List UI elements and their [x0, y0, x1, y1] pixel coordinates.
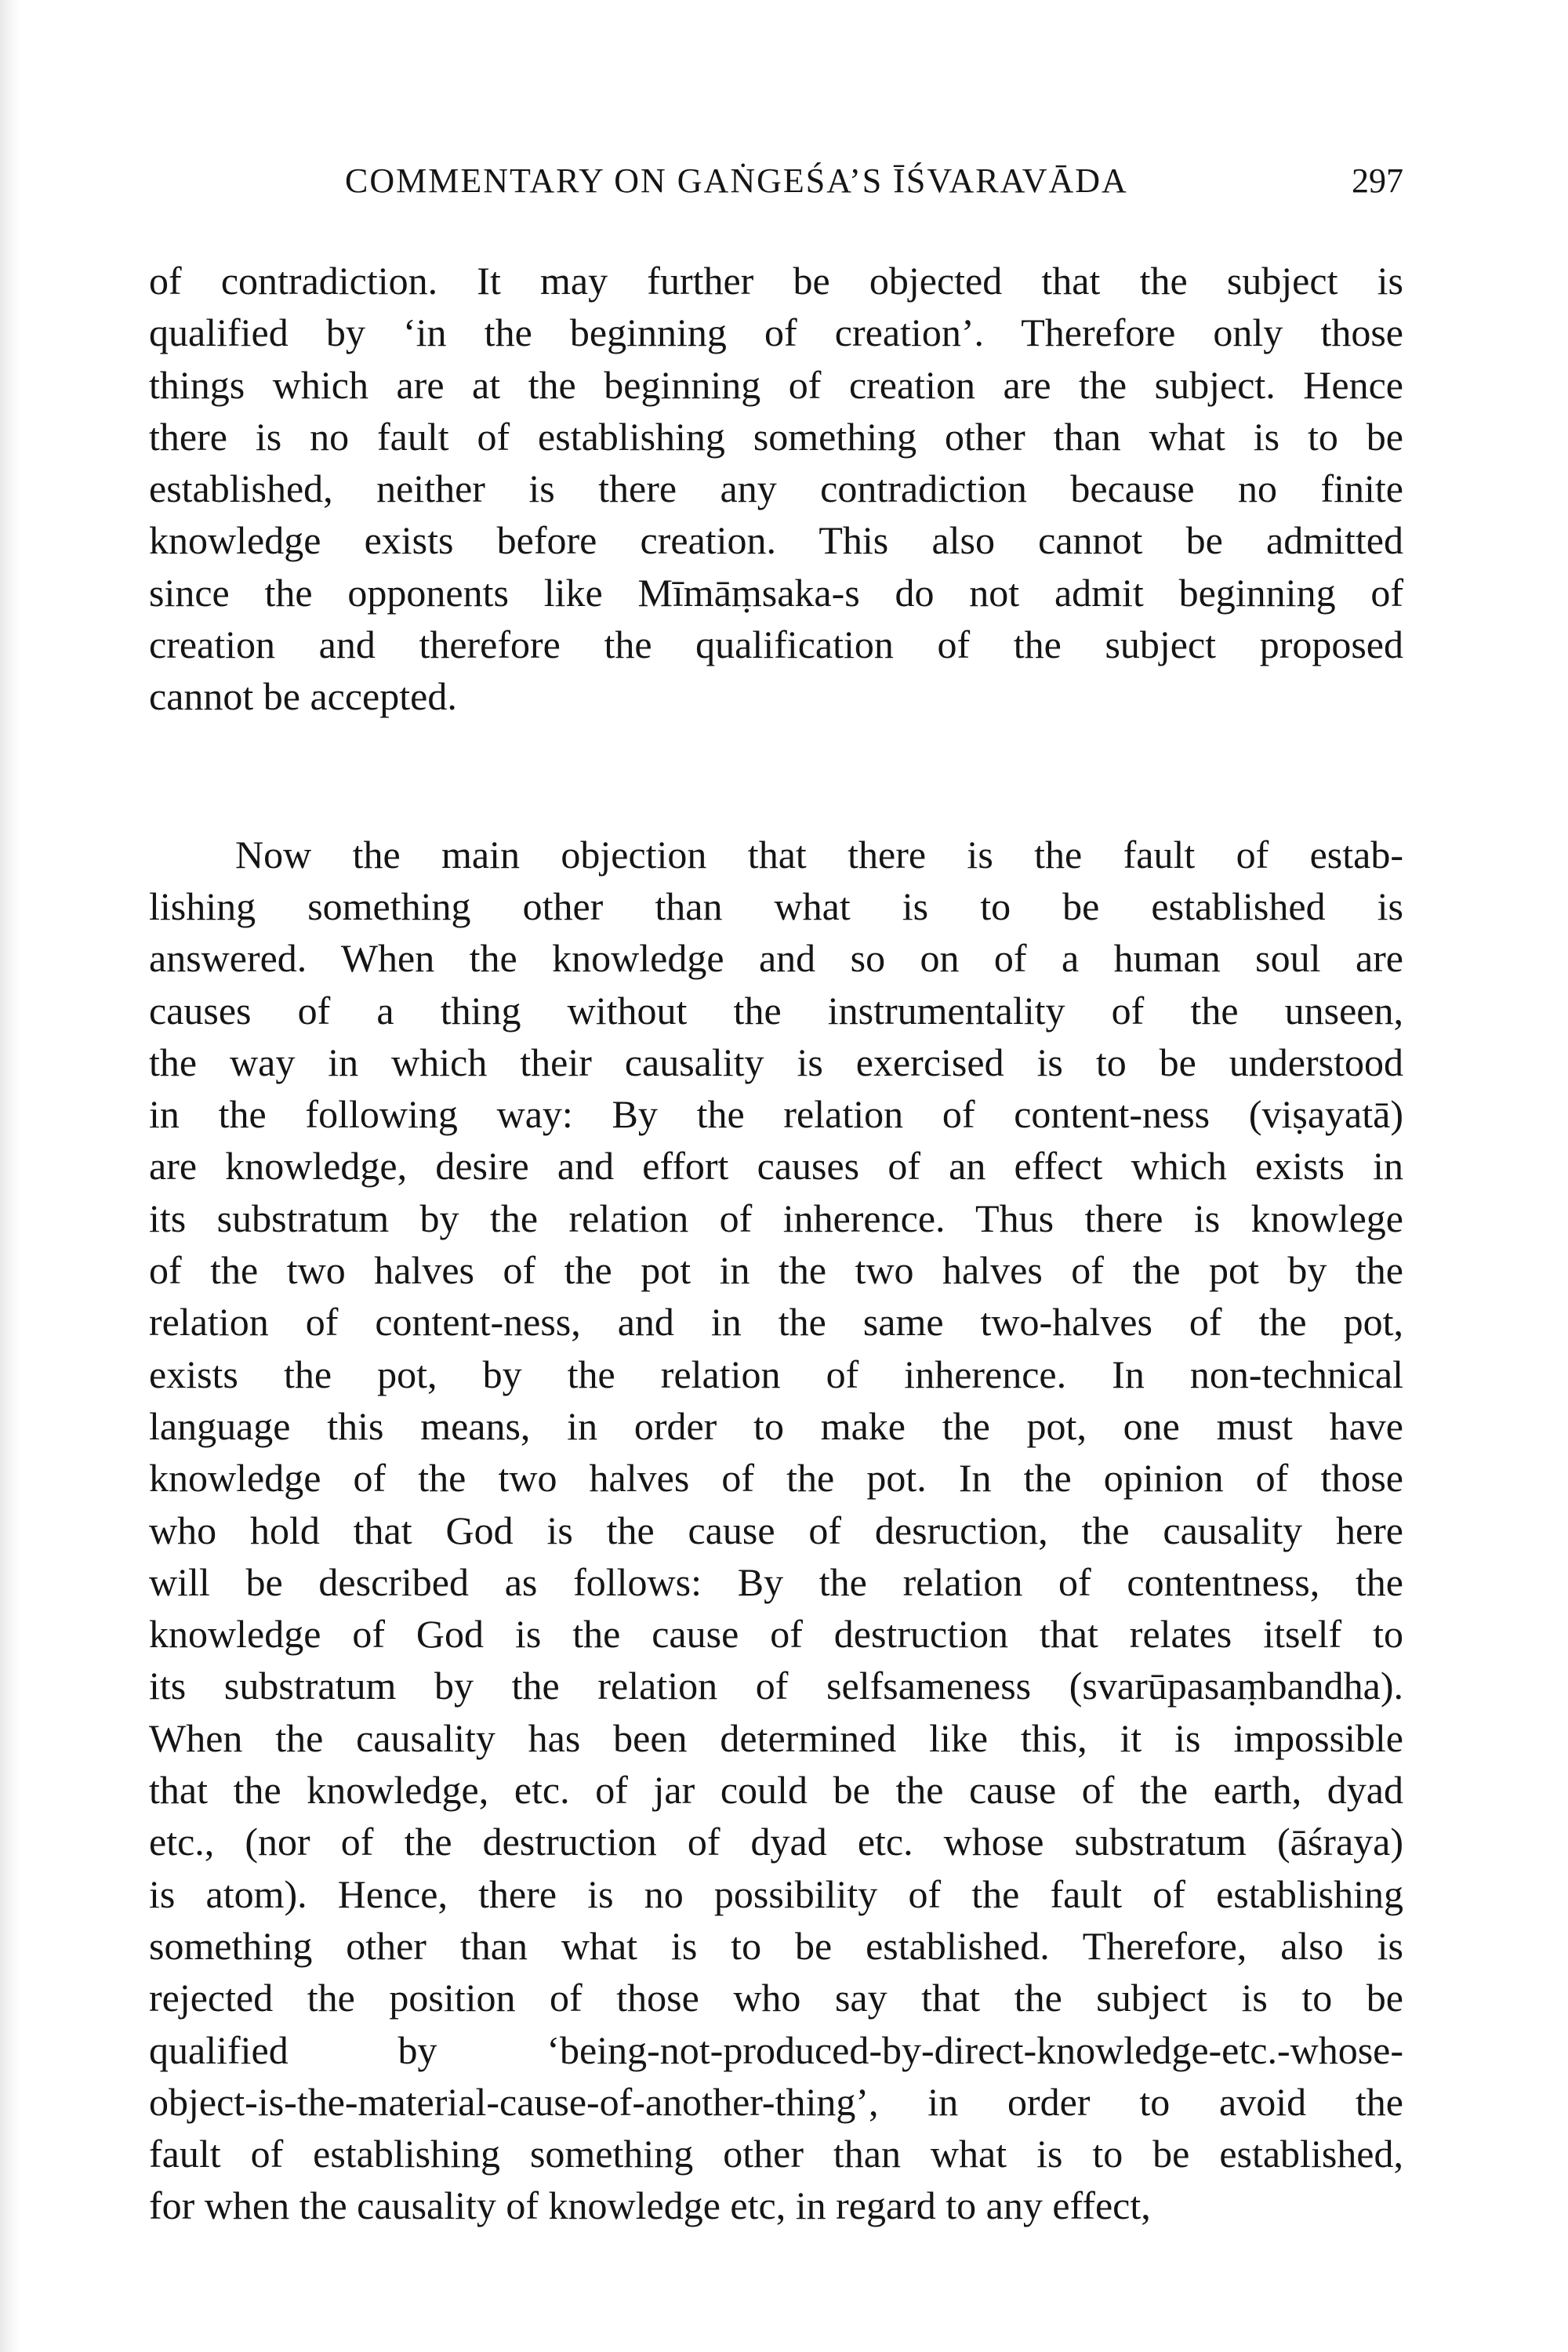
- text-line: since the opponents like Mīmāṃsaka-s do not admit beginning of: [149, 570, 1403, 615]
- running-title: COMMENTARY ON GAṄGEŚA’S ĪŚVARAVĀDA: [345, 162, 1128, 200]
- text-line: knowledge exists before creation. This also cannot be admitted: [149, 518, 1403, 563]
- text-line: rejected the position of those who say that the subject is to be: [149, 1976, 1403, 2020]
- text-line: When the causality has been determined like this, it is impossible: [149, 1715, 1403, 1760]
- text-line: of contradiction. It may further be objected that the subject is: [149, 259, 1403, 303]
- text-line: qualified by ‘in the beginning of creation’. Therefore only those: [149, 310, 1403, 355]
- text-line: something other than what is to be established. Therefore, also is: [149, 1923, 1403, 1968]
- text-line: is atom). Hence, there is no possibility of the fault of establishing: [149, 1871, 1403, 1916]
- text-line: knowledge of the two halves of the pot. In the opinion of those: [149, 1456, 1403, 1501]
- text-line: that the knowledge, etc. of jar could be the cause of the earth, dyad: [149, 1768, 1403, 1813]
- text-line: its substratum by the relation of inherence. Thus there is knowlege: [149, 1196, 1403, 1240]
- text-line: things which are at the beginning of creation are the subject. Hence: [149, 362, 1403, 407]
- running-header: [149, 161, 1403, 216]
- paragraph-1: [149, 255, 1403, 723]
- text-line: relation of content-ness, and in the same two-halves of the pot,: [149, 1300, 1403, 1345]
- text-line: fault of establishing something other than what is to be established,: [149, 2132, 1403, 2176]
- text-line: established, neither is there any contradiction because no finite: [149, 466, 1403, 511]
- text-line: qualified by ‘being-not-produced-by-direct-knowledge-etc.-whose-: [149, 2027, 1403, 2072]
- text-line: will be described as follows: By the relation of contentness, the: [149, 1559, 1403, 1604]
- paragraph-2: [149, 829, 1403, 2232]
- text-line: there is no fault of establishing something other than what is to be: [149, 414, 1403, 459]
- text-line: its substratum by the relation of selfsameness (svarūpasaṃbandha).: [149, 1664, 1403, 1708]
- text-line: the way in which their causality is exercised is to be understood: [149, 1040, 1403, 1084]
- text-line: Now the main objection that there is the fault of estab-: [235, 832, 1403, 877]
- text-line: for when the causality of knowledge etc, in regard to any effect,: [149, 2183, 1151, 2228]
- text-line: are knowledge, desire and effort causes of an effect which exists in: [149, 1144, 1403, 1189]
- text-line: of the two halves of the pot in the two halves of the pot by the: [149, 1248, 1403, 1293]
- body-text: [149, 255, 1403, 2232]
- text-line: causes of a thing without the instrumentality of the unseen,: [149, 988, 1403, 1033]
- page-number: 297: [1352, 162, 1403, 200]
- text-line: exists the pot, by the relation of inherence. In non-technical: [149, 1352, 1403, 1396]
- text-line: lishing something other than what is to be established is: [149, 884, 1403, 928]
- text-line: creation and therefore the qualification of the subject proposed: [149, 622, 1403, 667]
- text-line: object-is-the-material-cause-of-another-thing’, in order to avoid the: [149, 2079, 1403, 2124]
- text-line: who hold that God is the cause of desruction, the causality here: [149, 1508, 1403, 1552]
- text-line: cannot be accepted.: [149, 674, 457, 719]
- text-line: etc., (nor of the destruction of dyad etc. whose substratum (āśraya): [149, 1820, 1403, 1864]
- text-line: language this means, in order to make the pot, one must have: [149, 1403, 1403, 1448]
- text-line: answered. When the knowledge and so on of a human soul are: [149, 936, 1403, 981]
- text-line: in the following way: By the relation of content-ness (viṣayatā): [149, 1092, 1403, 1137]
- text-line: knowledge of God is the cause of destruction that relates itself to: [149, 1612, 1403, 1657]
- page-gutter-shadow: [0, 0, 20, 2352]
